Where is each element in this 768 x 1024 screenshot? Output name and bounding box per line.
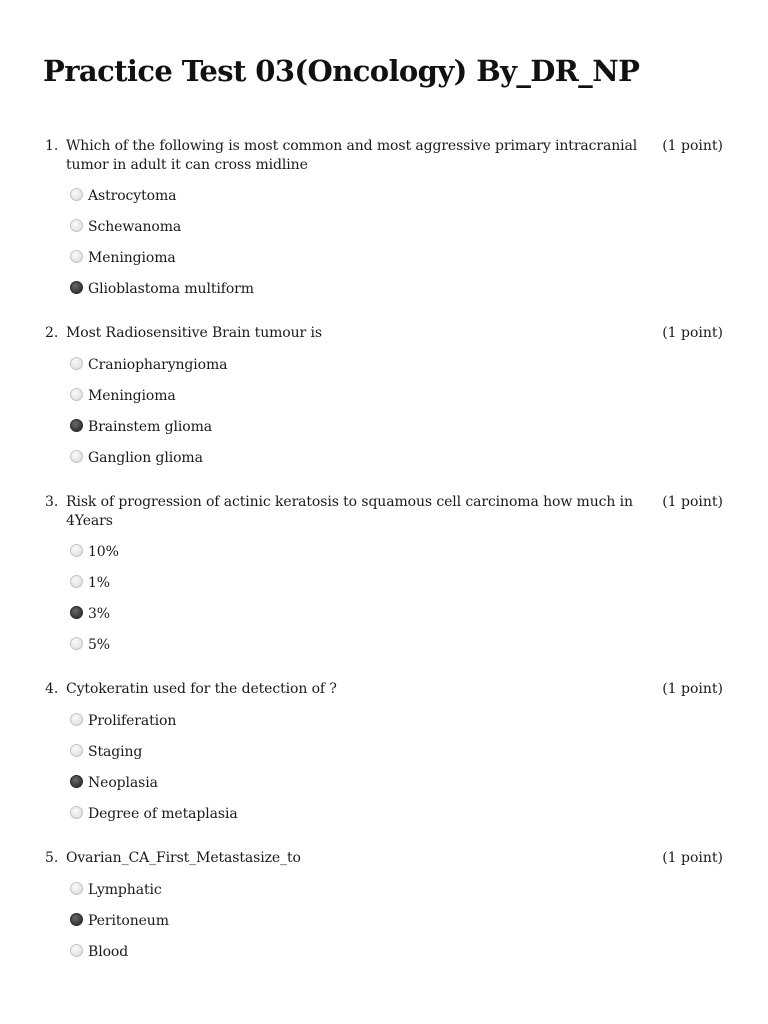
option-label[interactable]: 1% bbox=[88, 574, 111, 591]
question-text: Cytokeratin used for the detection of ? bbox=[66, 681, 337, 697]
option-label[interactable]: Neoplasia bbox=[88, 774, 158, 791]
question-number: 2. bbox=[45, 325, 59, 341]
radio-button[interactable] bbox=[70, 281, 83, 294]
option-label[interactable]: Degree of metaplasia bbox=[88, 805, 238, 822]
option-label[interactable]: Astrocytoma bbox=[88, 187, 177, 204]
option-3-percent[interactable] bbox=[70, 604, 470, 624]
question-text: Which of the following is most common and most aggressive primary intracranial tumor in adult it can cross midline bbox=[66, 138, 638, 173]
option-ganglion-glioma[interactable] bbox=[70, 448, 470, 468]
radio-button[interactable] bbox=[70, 575, 83, 588]
option-meningioma[interactable] bbox=[70, 386, 470, 406]
option-staging[interactable] bbox=[70, 742, 470, 762]
option-label[interactable]: Ganglion glioma bbox=[88, 449, 203, 466]
radio-button[interactable] bbox=[70, 188, 83, 201]
option-peritoneum[interactable] bbox=[70, 911, 470, 931]
question-number: 3. bbox=[45, 494, 59, 510]
option-neoplasia[interactable] bbox=[70, 773, 470, 793]
radio-button[interactable] bbox=[70, 806, 83, 819]
option-label[interactable]: Staging bbox=[88, 743, 143, 760]
question-text: Ovarian_CA_First_Metastasize_to bbox=[66, 850, 301, 866]
option-label[interactable]: 3% bbox=[88, 605, 111, 622]
option-brainstem-glioma[interactable] bbox=[70, 417, 470, 437]
option-schewanoma[interactable] bbox=[70, 217, 470, 237]
option-5-percent[interactable] bbox=[70, 635, 470, 655]
question-points: (1 point) bbox=[662, 850, 723, 866]
option-label[interactable]: Craniopharyngioma bbox=[88, 356, 228, 373]
option-meningioma[interactable] bbox=[70, 248, 470, 268]
option-label[interactable]: Meningioma bbox=[88, 249, 176, 266]
option-label[interactable]: Proliferation bbox=[88, 712, 177, 729]
option-10-percent[interactable] bbox=[70, 542, 470, 562]
radio-button[interactable] bbox=[70, 357, 83, 370]
question-text: Risk of progression of actinic keratosis to squamous cell carcinoma how much in 4Years bbox=[66, 494, 633, 529]
option-proliferation[interactable] bbox=[70, 711, 470, 731]
option-astrocytoma[interactable] bbox=[70, 186, 470, 206]
question-points: (1 point) bbox=[662, 325, 723, 341]
question-text: Most Radiosensitive Brain tumour is bbox=[66, 325, 322, 341]
radio-button[interactable] bbox=[70, 882, 83, 895]
radio-button[interactable] bbox=[70, 388, 83, 401]
option-label[interactable]: Meningioma bbox=[88, 387, 176, 404]
radio-button[interactable] bbox=[70, 606, 83, 619]
option-lymphatic[interactable] bbox=[70, 880, 470, 900]
question-points: (1 point) bbox=[662, 494, 723, 510]
option-blood[interactable] bbox=[70, 942, 470, 962]
option-label[interactable]: Blood bbox=[88, 943, 129, 960]
option-craniopharyngioma[interactable] bbox=[70, 355, 470, 375]
radio-button[interactable] bbox=[70, 250, 83, 263]
question-number: 1. bbox=[45, 138, 59, 154]
radio-button[interactable] bbox=[70, 944, 83, 957]
option-1-percent[interactable] bbox=[70, 573, 470, 593]
option-label[interactable]: Schewanoma bbox=[88, 218, 182, 235]
radio-button[interactable] bbox=[70, 775, 83, 788]
option-label[interactable]: Glioblastoma multiform bbox=[88, 280, 254, 297]
question-points: (1 point) bbox=[662, 138, 723, 154]
option-label[interactable]: Peritoneum bbox=[88, 912, 169, 929]
question-points: (1 point) bbox=[662, 681, 723, 697]
radio-button[interactable] bbox=[70, 219, 83, 232]
question-number: 4. bbox=[45, 681, 59, 697]
option-label[interactable]: Brainstem glioma bbox=[88, 418, 213, 435]
radio-button[interactable] bbox=[70, 544, 83, 557]
option-label[interactable]: 5% bbox=[88, 636, 111, 653]
radio-button[interactable] bbox=[70, 637, 83, 650]
radio-button[interactable] bbox=[70, 713, 83, 726]
question-number: 5. bbox=[45, 850, 59, 866]
option-label[interactable]: 10% bbox=[88, 543, 119, 560]
radio-button[interactable] bbox=[70, 450, 83, 463]
page-title: Practice Test 03(Oncology) By_DR_NP bbox=[43, 54, 640, 88]
option-glioblastoma-multiform[interactable] bbox=[70, 279, 470, 299]
radio-button[interactable] bbox=[70, 744, 83, 757]
option-label[interactable]: Lymphatic bbox=[88, 881, 162, 898]
radio-button[interactable] bbox=[70, 913, 83, 926]
option-degree-of-metaplasia[interactable] bbox=[70, 804, 470, 824]
radio-button[interactable] bbox=[70, 419, 83, 432]
